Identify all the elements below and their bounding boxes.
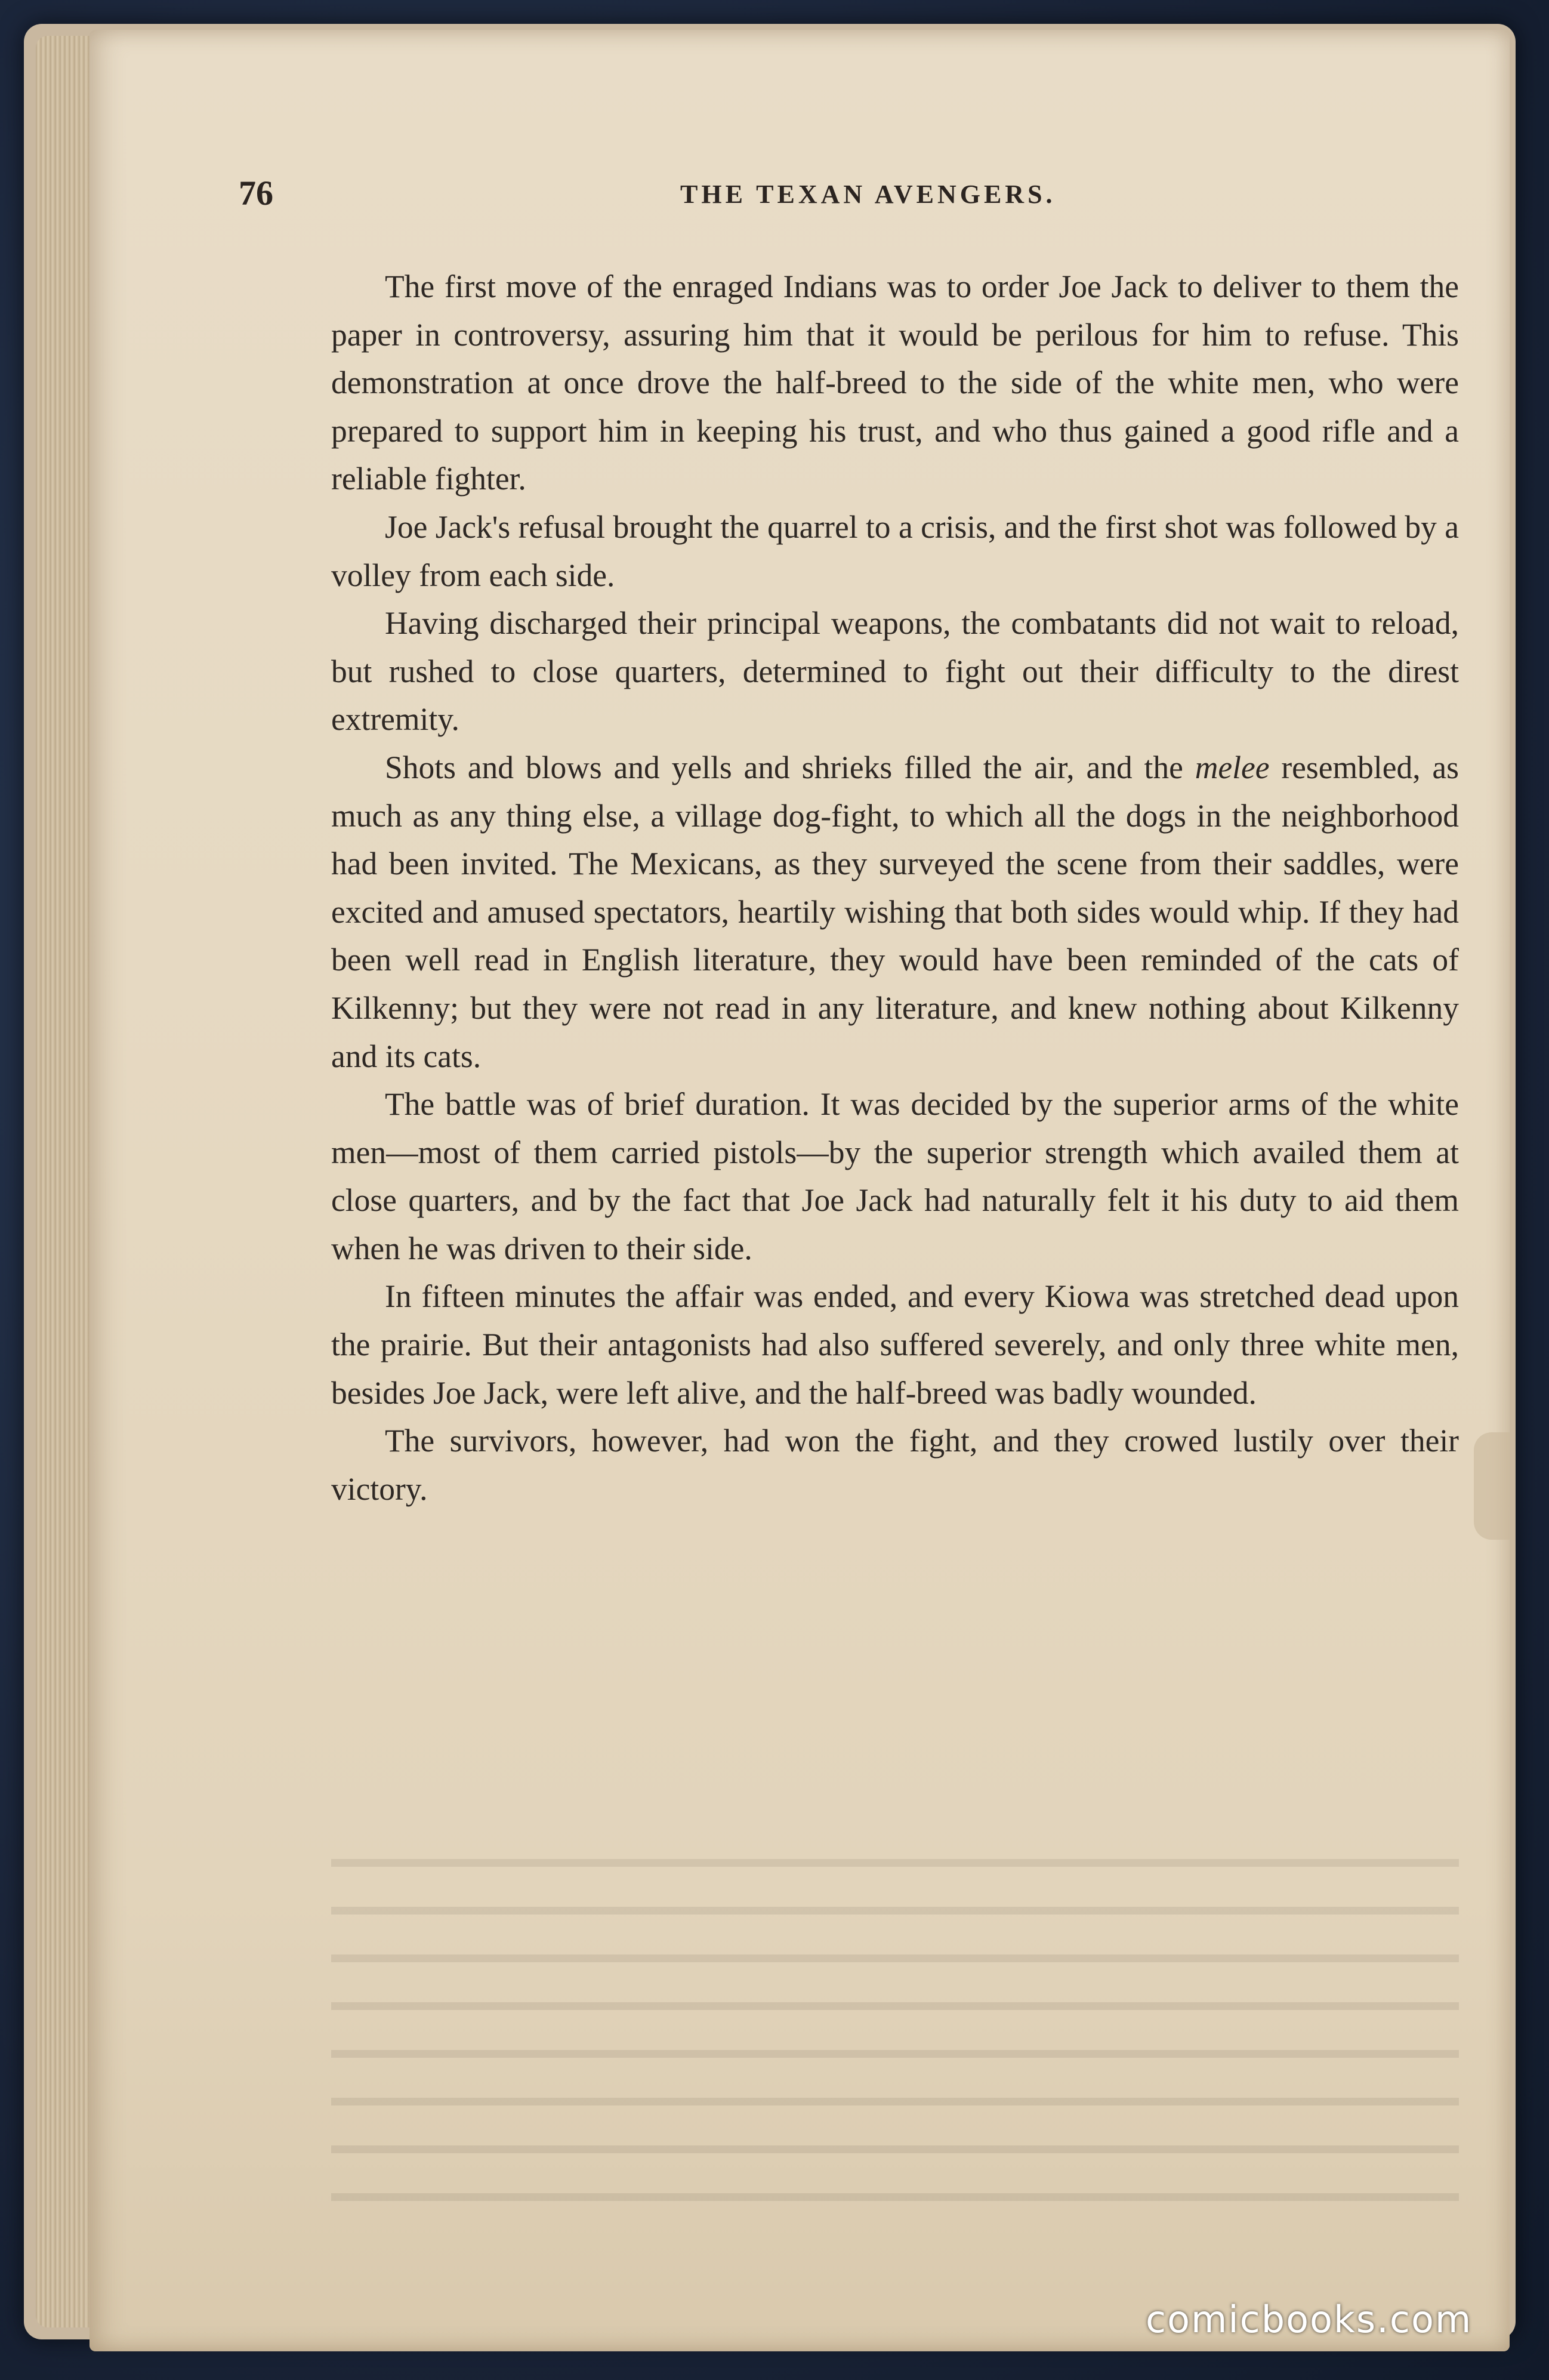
italic-term: melee [1195, 749, 1270, 785]
reverse-side-bleed-through [331, 1832, 1459, 2202]
paragraph-2: Joe Jack's refusal brought the quarrel to a crisis, and the first shot was followed by a volley from each side. [331, 508, 1459, 593]
paragraph-5: The battle was of brief duration. It was decided by the superior arms of the white men—most of them carried pistols—by the superior strength which availed them at close quarters, and by the fact that Joe Jack had naturally felt it his duty to aid them when he was driven to their side. [331, 1086, 1459, 1266]
paragraph-1: The first move of the enraged Indians was to order Joe Jack to deliver to them the paper in controversy, assuring him that it would be perilous for him to refuse. This demonstration at once drove the half-breed to the side of the white men, who were prepared to support him in keeping his trust, and who thus gained a good rifle and a reliable fighter. [331, 269, 1459, 497]
watermark: comicbooks.com [1146, 2298, 1473, 2341]
paragraph-3: Having discharged their principal weapons, the combatants did not wait to reload, but rushed to close quarters, determined to fight out their difficulty to the direst extremity. [331, 605, 1459, 738]
paragraph-6: In fifteen minutes the affair was ended, and every Kiowa was stretched dead upon the prairie. But their antagonists had also suffered severely, and only three white men, besides Joe Jack, were left alive, and the half-breed was badly wounded. [331, 1278, 1459, 1411]
body-text [331, 263, 1459, 1513]
page-number: 76 [239, 174, 273, 212]
page-tear [1474, 1432, 1510, 1540]
paragraph-4: Shots and blows and yells and shrieks filled the air, and the melee resembled, as much as any thing else, a village dog-fight, to which all the dogs in the neighborhood had been invited. The Mexicans, as they surveyed the scene from their saddles, were excited and amused spectators, heartily wishing that both sides would whip. If they had been well read in English literature, they would have been reminded of the cats of Kilkenny; but they were not read in any literature, and knew nothing about Kilkenny and its cats. [331, 749, 1459, 1074]
running-title: THE TEXAN AVENGERS. [680, 180, 1056, 209]
paragraph-7: The survivors, however, had won the fight, and they crowed lustily over their victory. [331, 1423, 1459, 1507]
running-head [239, 173, 1456, 221]
